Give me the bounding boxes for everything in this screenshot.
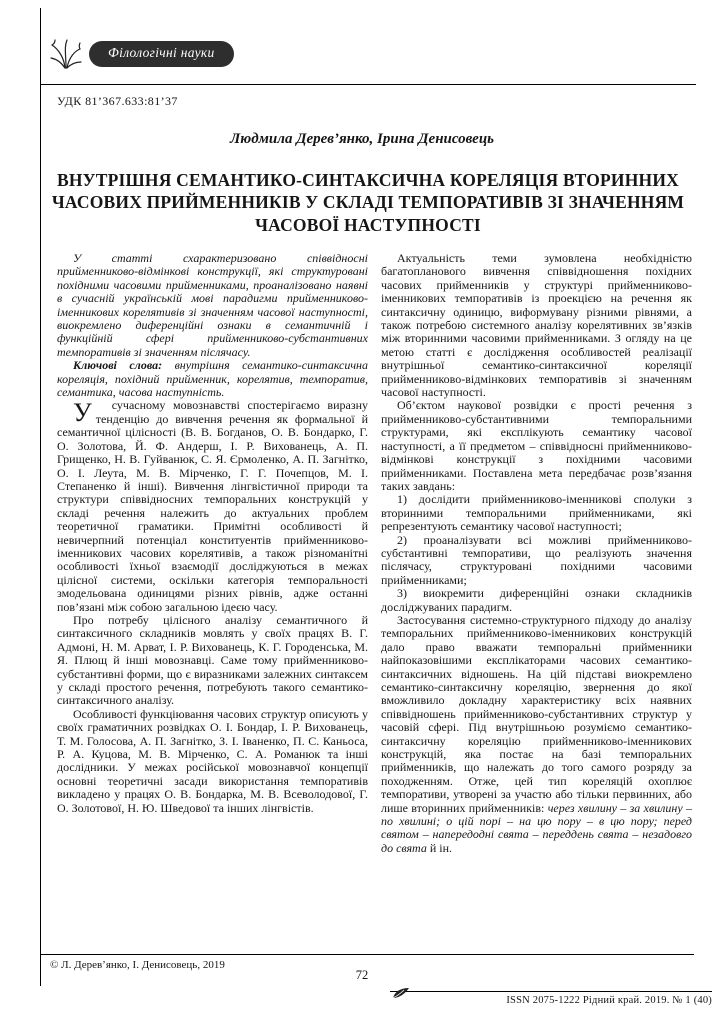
article-authors: Людмила Дерев’янко, Ірина Денисовець <box>229 131 495 147</box>
body-paragraph <box>57 399 368 614</box>
body-paragraph: Актуальність теми зумовлена необхідністю багатопланового вивчення співвідношення похідних часових прийменників у структурі прийменниково-іменникових темпоративів із проекцією на речення як синтаксичну одиницю, виформувану різними рівнями, а також потребою системного аналізу корелятивних зв’язків між вторинними часовими прийменниками. З огляду на це метою статті є дослідження особливостей реалізації внутрішньої семантико-синтаксичної кореляції прийменниково-відмінкових темпоративів зі значенням часової наступності. <box>381 252 692 400</box>
paragraph-text: сучасному мовознавстві спостерігаємо виразну тенденцію до вивчення речення як формальної й семантичної цілісності (В. В. Богданов, О. В. Бондарко, Г. О. Золотова, Й. Ф. Андерш, І. Р. Вихованець, А. П. Грищенко, Н. В. Гуйванюк, С. Я. Єрмоленко, А. П. Загнітко, О. І. Леута, М. В. Мірченко, Г. Г. Почепцов, М. І. Степаненко й інші). Вивчення лінгвістичної природи та структури співвідносних темпоральних конструкцій у складі речення належить до актуальних проблем теоретичної граматики. Примітні особливості й невичерпний потенціал конституентів прийменниково-іменникових часових корелятивів, а також різноманітні особливості їхньої взаємодії досліджуються в межах цілісної системи, оскільки категорія темпоральності змодельована одиницями різних рівнів, адже останні пов’язані між собою загальною ідеєю часу. <box>57 398 368 614</box>
page-number: 72 <box>355 968 369 982</box>
paragraph-text: Застосування системно-структурного підходу до аналізу темпоральних прийменниково-іменникових конструкцій дало право вважати темпоральні прийменники найпоказовішими експлікаторами часових семантико-синтаксичних відношень. На цій підставі виокремлено семантико-синтаксичну кореляцію, звернення до якої вможливило докладну характеристику всіх наявних співвідношень прийменниково-субстантивних структур у часовій сфері. Під внутрішньою розуміємо семантико-синтаксичну кореляцію прийменниково-іменникових конструкцій, яка постає на базі темпоральних прийменників, що належать до того самого розряду за походженням. Отже, цей тип кореляцій охоплює темпоративи, утворені за участю або тільки первинних, або лише вторинних прийменників: <box>381 612 692 815</box>
task-item: 2) проаналізувати всі можливі прийменниково-субстантивні темпоративи, що реалізують значення післячасу, структуровані похідними часовими прийменниками; <box>381 532 692 587</box>
article-title: ВНУТРІШНЯ СЕМАНТИКО-СИНТАКСИЧНА КОРЕЛЯЦІЯ ВТОРИННИХ ЧАСОВИХ ПРИЙМЕННИКІВ У СКЛАДІ ТЕМПОРАТИВІВ ЗІ ЗНАЧЕННЯМ ЧАСОВОЇ НАСТУПНОСТІ <box>51 170 685 235</box>
task-item: 1) дослідити прийменниково-іменникові сполуки з вторинними темпоральними прийменниками, які репрезентують семантику часової наступності; <box>381 492 692 534</box>
udc-code: УДК 81’367.633:81’37 <box>57 94 178 108</box>
abstract-paragraph: У статті схарактеризовано співвідносні прийменниково-відмінкові конструкції, які структуровані похідними часовими прийменниками, проаналізовано наявні в сучасній українській мові парадигми прийменниково-іменникових корелятивів зі значенням часової наступності, виокремлено диференційні ознаки в семантичній і функційній сфері прийменниково-субстантивних темпоративів зі значенням післячасу. <box>57 252 368 359</box>
example-forms: через хвилину – за хвилину – по хвилині; о цій порі – на цю пору – в цю пору; перед святом – напередодні свята – переддень свята – незадовго до свята <box>381 800 692 855</box>
body-paragraph: Особливості функціювання часових структур описують у своїх граматичних розвідках О. І. Бондар, І. Р. Вихованець, Т. М. Голосова, А. П. Загнітко, З. І. Іваненко, П. С. Каньоса, Р. А. Куцова, М. В. Мірченко, С. А. Романюк та інші дослідники. У межах російської мовознавчої концепції основні теоретичні засади використання темпоративів викладено у працях О. В. Бондарка, М. В. Всеволодової, Г. О. Золотової, Н. Ю. Шведової та інших лінгвістів. <box>57 706 368 815</box>
leaf-ornament-icon <box>392 986 410 1004</box>
footer-rule <box>40 954 694 955</box>
masthead <box>48 38 234 70</box>
left-border-rule <box>40 8 41 986</box>
keywords-paragraph <box>57 359 368 399</box>
issn-rule <box>390 991 712 992</box>
article-body <box>57 252 692 952</box>
body-paragraph <box>381 614 692 855</box>
task-item: 3) виокремити диференційні ознаки складників досліджуваних парадигм. <box>381 586 692 614</box>
keywords-text: внутрішня семантико-синтаксична кореляція, похідний прийменник, корелятив, темпоратив, семантика, часова наступність. <box>57 358 368 400</box>
body-paragraph: Про потребу цілісного аналізу семантичного й синтаксичного складників мовлять у своїх працях В. Г. Адмоні, Н. М. Арват, І. Р. Вихованець, К. Г. Городенська, М. Я. Плющ й інші мовознавці. Саме тому прийменниково-субстантивні форми, що є виразниками залежних синтаксем у складі простого речення, потребують такого семантико-синтаксичного аналізу. <box>57 612 368 708</box>
keywords-label: Ключові слова: <box>73 358 163 373</box>
right-column <box>381 252 692 952</box>
copyright-line: © Л. Дерев’янко, І. Денисовець, 2019 <box>50 959 225 971</box>
body-paragraph: Об’єктом наукової розвідки є прості речення з прийменниково-субстантивними темпоральними структурами, які експлікують семантику часової наступності, а її предметом – співвідносні прийменниково-відмінкові конструкції з похідними часовими прийменниками. Поставлена мета передбачає розв’язання таких завдань: <box>381 398 692 493</box>
plant-ornament-icon <box>48 38 84 70</box>
issn-block <box>390 991 712 1006</box>
section-rubric-badge: Філологічні науки <box>89 41 234 67</box>
left-column <box>57 252 368 952</box>
issn-line: ISSN 2075-1222 Рідний край. 2019. № 1 (40) <box>506 995 712 1006</box>
paragraph-tail: й ін. <box>426 840 453 855</box>
drop-cap: У <box>73 397 92 428</box>
masthead-rule <box>40 84 696 85</box>
